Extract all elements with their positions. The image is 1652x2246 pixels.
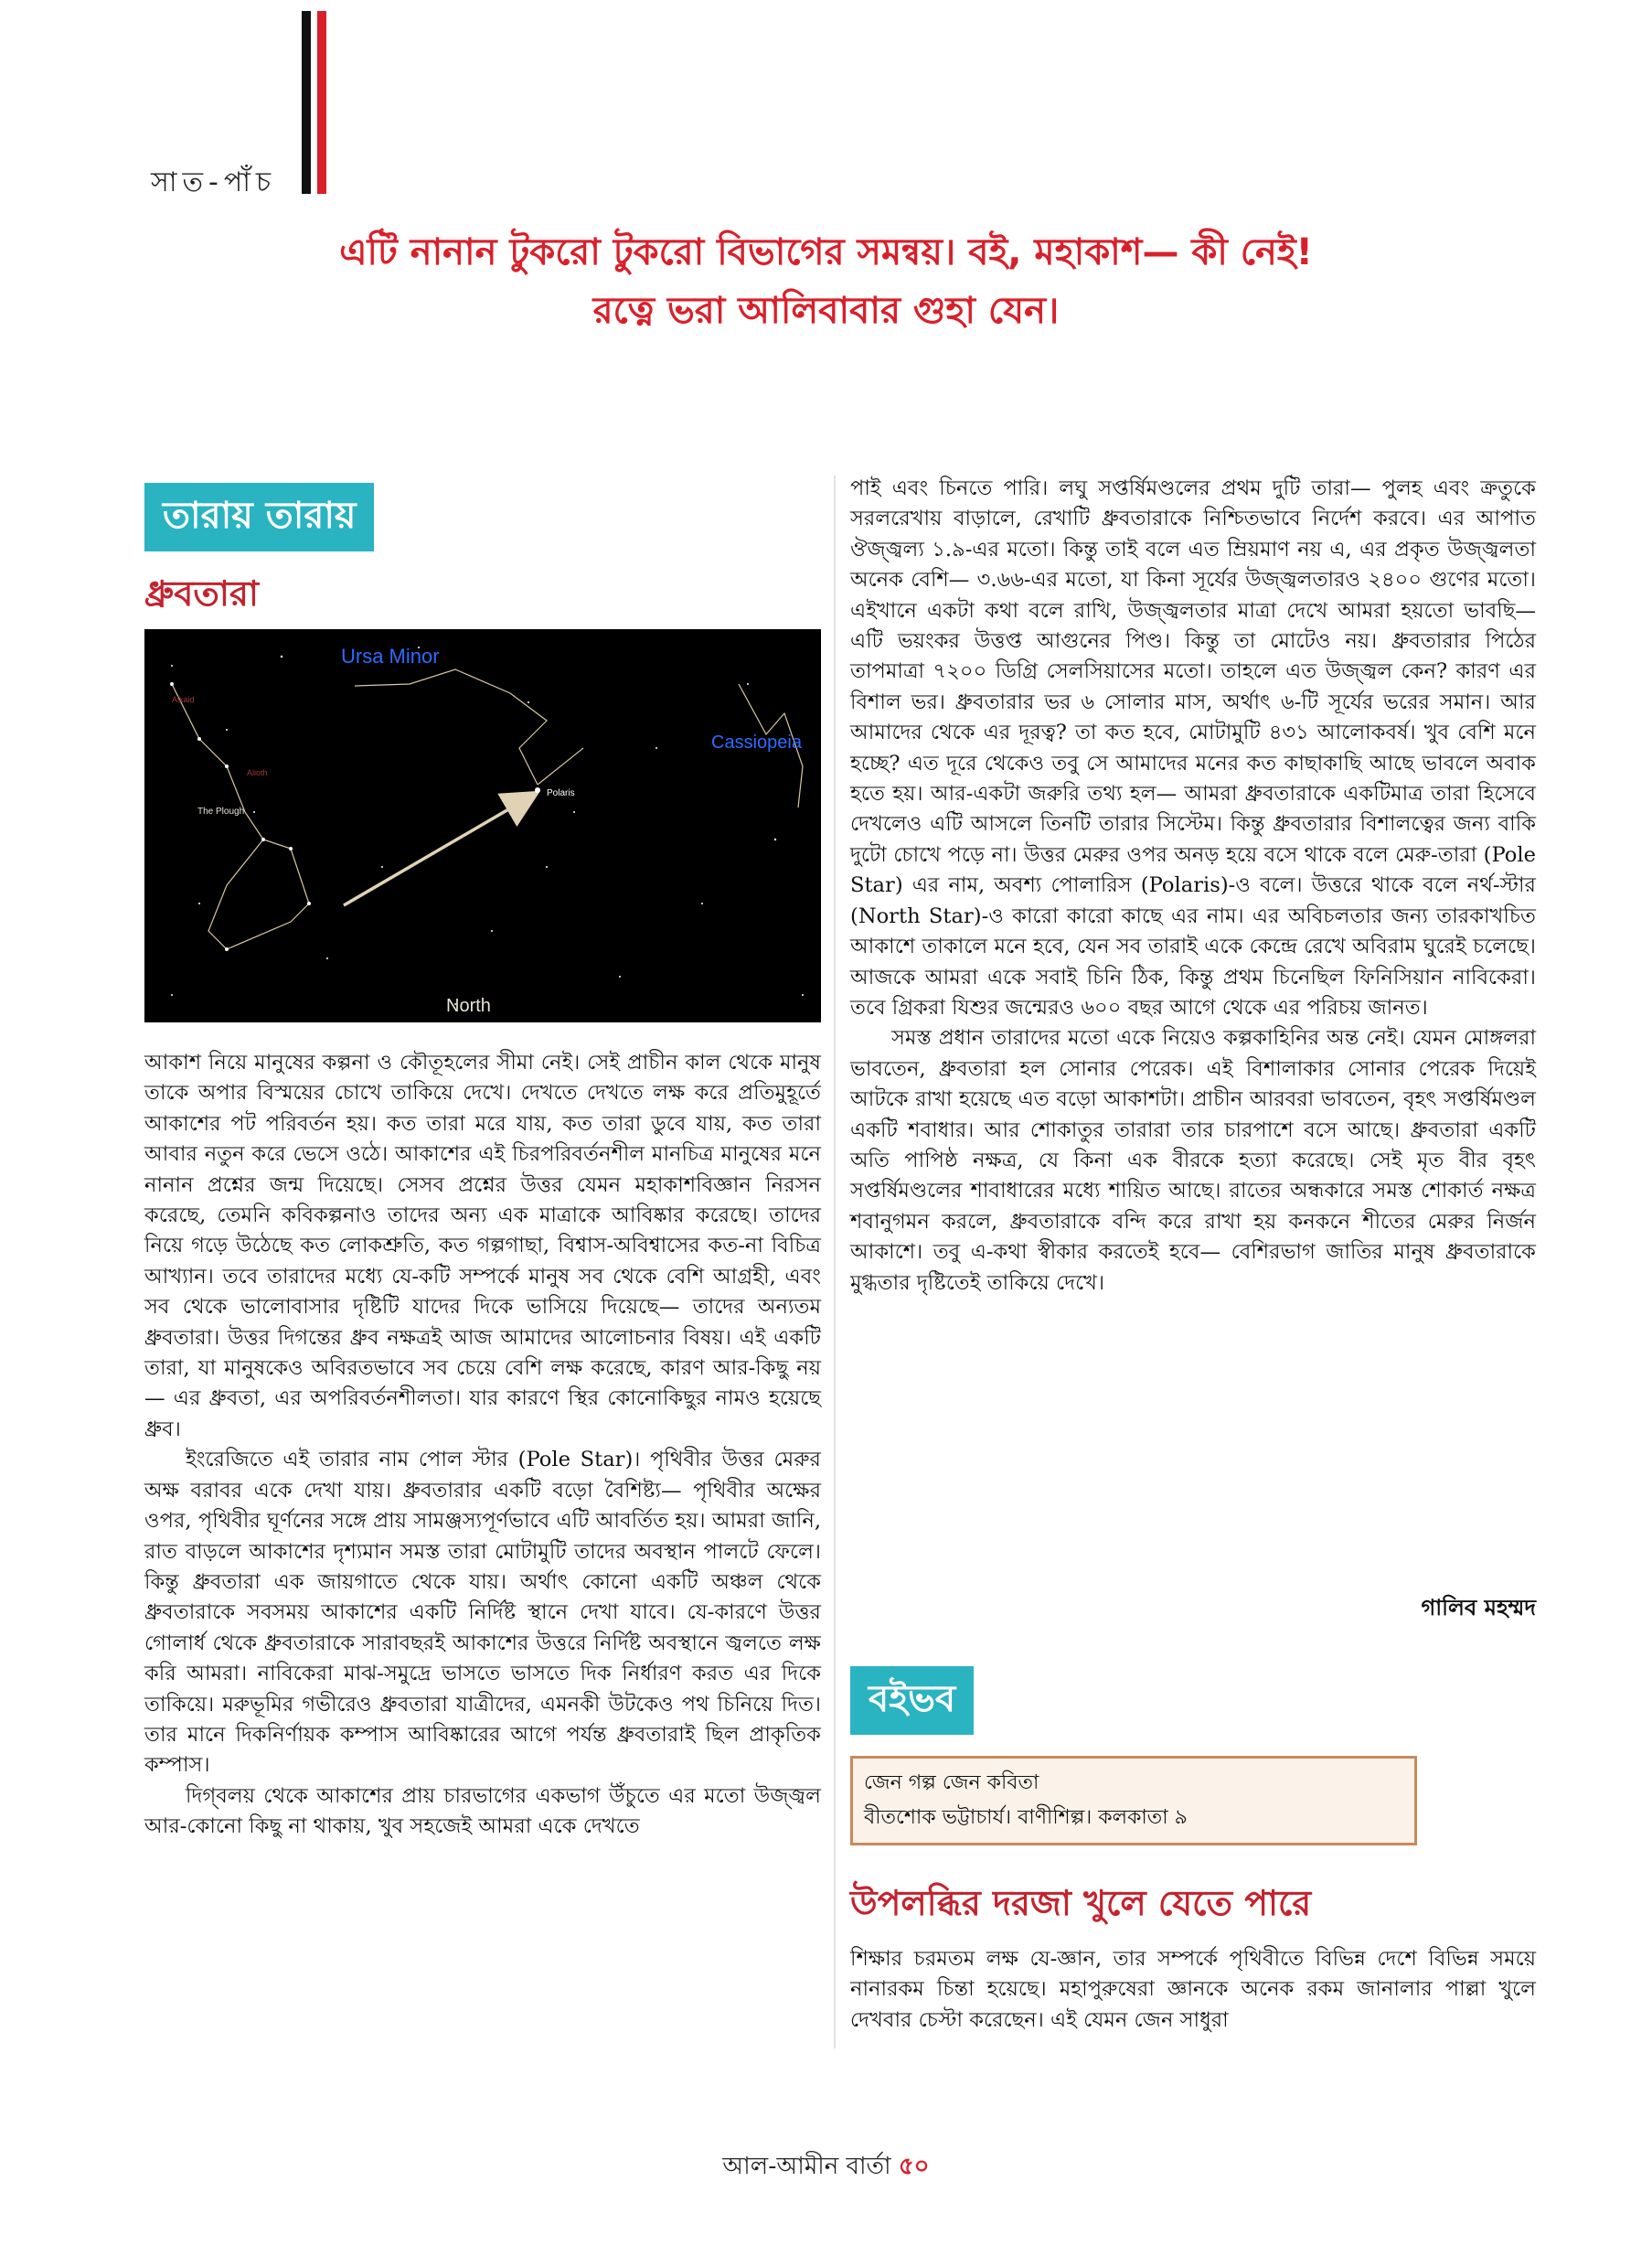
section-badge-tarai: তারায় তারায়: [144, 483, 374, 551]
magazine-name: আল-আমীন বার্তা: [722, 2153, 891, 2180]
paragraph-4: পাই এবং চিনতে পারি। লঘু সপ্তর্ষিমণ্ডলের প্রথম দুটি তারা— পুলহ এবং ক্রতুকে সরলরেখায় বাড়ালে, রেখাটি ধ্রুবতারাকে নিশ্চিতভাবে নির্দেশ করবে। এর আপাত ঔজ্জ্বল্য ১.৯-এর মতো। কিন্তু তাই বলে এত ম্রিয়মাণ নয় এ, এর প্রকৃত উজ্জ্বলতা অনেক বেশি— ৩.৬৬-এর মতো, যা কিনা সূর্যের উজ্জ্বলতারও ২৪০০ গুণের মতো। এইখানে একটা কথা বলে রাখি, উজ্জ্বলতার মাত্রা দেখে আমরা হয়তো ভাবছি— এটি ভয়ংকর উত্তপ্ত আগুনের পিণ্ড। কিন্তু তা মোটেও নয়। ধ্রুবতারার পিঠের তাপমাত্রা ৭২০০ ডিগ্রি সেলসিয়াসের মতো। তাহলে এত উজ্জ্বল কেন? কারণ এর বিশাল ভর। ধ্রুবতারার ভর ৬ সোলার মাস, অর্থাৎ ৬-টি সূর্যের ভরের সমান। আর আমাদের থেকে এর দূরত্ব? তা কত হবে, মোটামুটি ৪৩১ আলোকবর্ষ। খুব বেশি মনে হচ্ছে? এত দূরে থেকেও তবু সে আমাদের মনের কত কাছাকাছি আছে ভাবলে অবাক হতে হয়। আর-একটা জরুরি তথ্য হল— আমরা ধ্রুবতারাকে একটিমাত্র তারা হিসেবে দেখলেও এটি আসলে তিনটি তারার সিস্টেম। কিন্তু ধ্রুবতারার বিশালত্বের জন্য বাকি দুটো চোখে পড়ে না। উত্তর মেরুর ওপর অনড় হয়ে বসে থাকে বলে মেরু-তারা (Pole Star) এর নাম, অবশ্য পোলারিস (Polaris)-ও বলে। উত্তরে থাকে বলে নর্থ-স্টার (North Star)-ও কারো কারো কাছে এর নাম। এর অবিচলতার জন্য তারকাখচিত আকাশে তাকালে মনে হবে, যেন সব তারাই একে কেন্দ্রে রেখে অবিরাম ঘুরেই চলেছে। আজকে আমরা একে সবাই চিনি ঠিক, কিন্তু প্রথম চিনেছিল ফিনিসিয়ান নাবিকেরা। তবে গ্রিকরা যিশুর জন্মেরও ৬০০ বছর আগে থেকে এর পরিচয় জানত।: [850, 476, 1536, 1020]
paragraph-1: আকাশ নিয়ে মানুষের কল্পনা ও কৌতূহলের সীমা নেই। সেই প্রাচীন কাল থেকে মানুষ তাকে অপার বিস্ময়ের চোখে তাকিয়ে দেখে। দেখতে দেখতে লক্ষ করে প্রতিমুহূর্তে আকাশের পট পরিবর্তন হয়। কত তারা মরে যায়, কত তারা ডুবে যায়, কত তারা আবার নতুন করে ভেসে ওঠে। আকাশের এই চিরপরিবর্তনশীল মানচিত্র মানুষের মনে নানান প্রশ্নের জন্ম দিয়েছে। সেসব প্রশ্নের উত্তর যেমন মহাকাশবিজ্ঞান নিরসন করেছে, তেমনি কবিকল্পনাও তাদের অন্য এক মাত্রাকে আবিষ্কার করেছে। তাদের নিয়ে গড়ে উঠেছে কত লোকশ্রুতি, কত গল্পগাছা, বিশ্বাস-অবিশ্বাসের কত-না বিচিত্র আখ্যান। তবে তারাদের মধ্যে যে-কটি সম্পর্কে মানুষ সব থেকে বেশি আগ্রহী, এবং সব থেকে ভালোবাসার দৃষ্টিটি যাদের দিকে ভাসিয়ে দিয়েছে— তাদের অন্যতম ধ্রুবতারা। উত্তর দিগন্তের ধ্রুব নক্ষত্রই আজ আমাদের আলোচনার বিষয়। এই একটি তারা, যা মানুষকেও অবিরতভাবে সব চেয়ে বেশি লক্ষ করেছে, কারণ আর-কিছু নয়— এর ধ্রুবতা, এর অপরিবর্তনশীলতা। যার কারণে স্থির কোনোকিছুর নামও হয়েছে ধ্রুব।: [144, 1051, 821, 1441]
page-footer: [0, 2147, 1652, 2187]
paragraph-2: ইংরেজিতে এই তারার নাম পোল স্টার (Pole Star)। পৃথিবীর উত্তর মেরুর অক্ষ বরাবর একে দেখা যায়। ধ্রুবতারার একটি বড়ো বৈশিষ্ট্য— পৃথিবীর অক্ষের ওপর, পৃথিবীর ঘূর্ণনের সঙ্গে প্রায় সামঞ্জস্যপূর্ণভাবে এটি আবর্তিত হয়। আমরা জানি, রাত বাড়লে আকাশের দৃশ্যমান সমস্ত তারা মোটামুটি তাদের অবস্থান পালটে ফেলে। কিন্তু ধ্রুবতারা এক জায়গাতে থেকে যায়। অর্থাৎ কোনো একটি অঞ্চল থেকে ধ্রুবতারাকে সবসময় আকাশের একটি নির্দিষ্ট স্থানে দেখা যাবে। যে-কারণে উত্তর গোলার্ধ থেকে ধ্রুবতারাকে সারাবছরই আকাশের উত্তরে নির্দিষ্ট অবস্থানে জ্বলতে লক্ষ করি আমরা। নাবিকেরা মাঝ-সমুদ্রে ভাসতে ভাসতে দিক নির্ধারণ করত এর দিকে তাকিয়ে। মরুভূমির গভীরেও ধ্রুবতারা যাত্রীদের, এমনকী উটকেও পথ চিনিয়ে দিত। তার মানে দিকনির্ণায়ক কম্পাস আবিষ্কারের আগে পর্যন্ত ধ্রুবতারাই ছিল প্রাকৃতিক কম্পাস।: [144, 1448, 821, 1778]
left-column-body: [144, 1048, 821, 1843]
background-stars: [171, 647, 804, 1005]
section-label: সাত-পাঁচ: [151, 166, 277, 198]
label-ursa-minor: Ursa Minor: [341, 645, 440, 668]
header-bar-black: [302, 11, 311, 194]
polaris-star: [535, 787, 540, 793]
label-alkaid: Alkaid: [172, 695, 195, 704]
headline: [183, 223, 1469, 340]
star-map-image: [144, 629, 821, 1022]
header-bar-red: [317, 11, 326, 194]
label-polaris: Polaris: [547, 788, 575, 798]
article-subtitle-upolobdhi: উপলব্ধির দরজা খুলে যেতে পারে: [850, 1883, 1312, 1923]
label-alioth: Alioth: [247, 768, 268, 777]
paragraph-3: দিগ্‌বলয় থেকে আকাশের প্রায় চারভাগের একভাগ উঁচুতে এর মতো উজ্জ্বল আর-কোনো কিছু না থাকায়, খুব সহজেই আমরা একে দেখতে: [144, 1783, 821, 1839]
plough-constellation: [172, 684, 309, 949]
headline-line-1: এটি নানান টুকরো টুকরো বিভাগের সমন্বয়। বই, মহাকাশ— কী নেই!: [339, 231, 1313, 273]
pointer-arrow: [344, 796, 532, 905]
paragraph-5: সমস্ত প্রধান তারাদের মতো একে নিয়েও কল্পকাহিনির অন্ত নেই। যেমন মোঙ্গলরা ভাবতেন, ধ্রুবতারা হল সোনার পেরেক। এই বিশালাকার সোনার পেরেক দিয়েই আটকে রাখা হয়েছে এত বড়ো আকাশটা। প্রাচীন আরবরা ভাবতেন, বৃহৎ সপ্তর্ষিমণ্ডল একটি শবাধার। আর শোকাতুর তারারা তার চারপাশে বসে আছে। ধ্রুবতারা একটি অতি পাপিষ্ঠ নক্ষত্র, যে কিনা এক বীরকে হত্যা করেছে। সেই মৃত বীর বৃহৎ সপ্তর্ষিমণ্ডলের শাবাধারের মধ্যে শায়িত আছে। রাতের অন্ধকারে সমস্ত শোকার্ত নক্ষত্র শবানুগমন করলে, ধ্রুবতারাকে বন্দি করে রাখা হয় কনকনে শীতের মেরুর নির্জন আকাশে। তবু এ-কথা স্বীকার করতেই হবে— বেশিরভাগ জাতির মানুষ ধ্রুবতারাকে মুগ্ধতার দৃষ্টিতেই তাকিয়ে দেখে।: [850, 1026, 1536, 1295]
right-column-body: [850, 474, 1536, 1299]
headline-line-2: রত্নে ভরা আলিবাবার গুহা যেন।: [592, 290, 1060, 332]
label-plough: The Plough: [197, 807, 245, 817]
ursa-minor-constellation: [355, 669, 583, 785]
page-number: ৫০: [898, 2153, 930, 2180]
book-title: জেন গল্প জেন কবিতা: [864, 1771, 1039, 1794]
star-map-svg: [144, 629, 821, 1022]
column-divider: [834, 476, 836, 2048]
label-north: North: [446, 996, 491, 1016]
book-meta: বীতশোক ভট্টাচার্য। বাণীশিল্প। কলকাতা ৯: [864, 1806, 1188, 1829]
book-info-box: [850, 1756, 1417, 1845]
section-badge-boibhob: বইভব: [850, 1666, 974, 1735]
paragraph-6: শিক্ষার চরমতম লক্ষ যে-জ্ঞান, তার সম্পর্কে পৃথিবীতে বিভিন্ন দেশে বিভিন্ন সময়ে নানারকম চিন্তা হয়েছে। মহাপুরুষেরা জ্ঞানকে অনেক রকম জানালার পাল্লা খুলে দেখবার চেস্টা করেছেন। এই যেমন জেন সাধুরা: [850, 1947, 1536, 2032]
label-cassiopeia: Cassiopeia: [711, 733, 802, 753]
article-subtitle-dhrubatara: ধ্রুবতারা: [144, 573, 259, 614]
book-review-body: [850, 1944, 1536, 2036]
author-name: গালিব মহম্মদ: [1421, 1594, 1536, 1620]
